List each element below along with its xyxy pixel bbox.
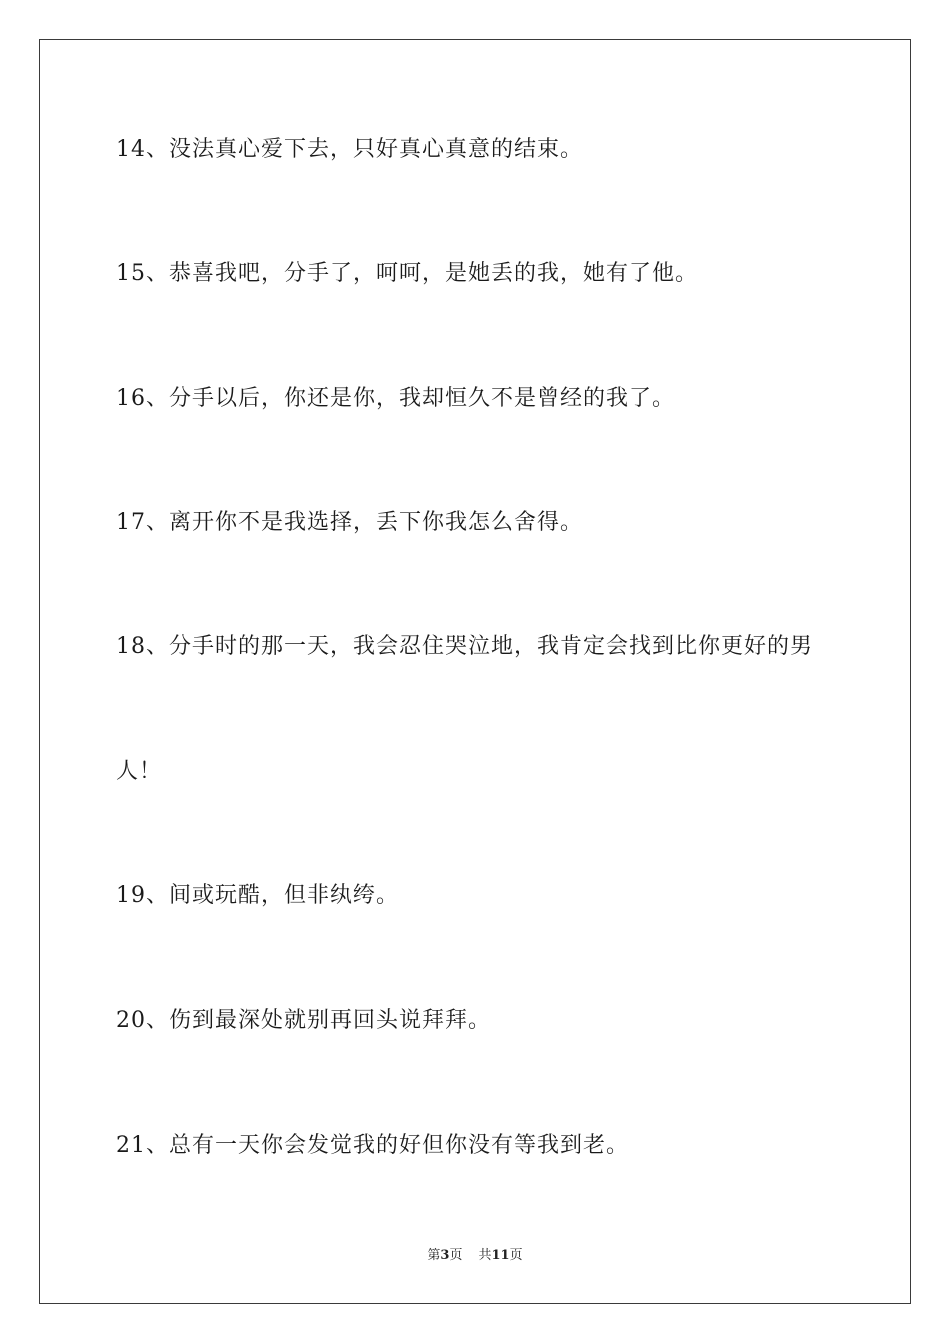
text-line-17: 17、离开你不是我选择，丢下你我怎么舍得。 — [116, 510, 583, 535]
text-line-18-continued: 人！ — [116, 759, 163, 784]
footer-total-prefix: 共 — [478, 1248, 492, 1263]
footer-page-prefix: 第 — [427, 1248, 441, 1263]
text-line-19: 19、间或玩酷，但非纨绔。 — [116, 883, 399, 908]
text-line-14: 14、没法真心爱下去，只好真心真意的结束。 — [116, 137, 583, 162]
text-line-15: 15、恭喜我吧，分手了，呵呵，是她丢的我，她有了他。 — [116, 261, 698, 286]
footer-page-suffix: 页 — [449, 1248, 463, 1263]
page-border — [39, 39, 911, 1304]
text-line-18: 18、分手时的那一天，我会忍住哭泣地，我肯定会找到比你更好的男 — [116, 634, 813, 659]
text-line-21: 21、总有一天你会发觉我的好但你没有等我到老。 — [116, 1133, 629, 1158]
footer-total-pages: 11 — [491, 1248, 510, 1263]
text-line-20: 20、伤到最深处就别再回头说拜拜。 — [116, 1008, 491, 1033]
footer-total-suffix: 页 — [509, 1248, 523, 1263]
text-line-16: 16、分手以后，你还是你，我却恒久不是曾经的我了。 — [116, 386, 675, 411]
footer-page-number: 3 — [440, 1248, 450, 1263]
page-footer — [0, 1248, 950, 1264]
